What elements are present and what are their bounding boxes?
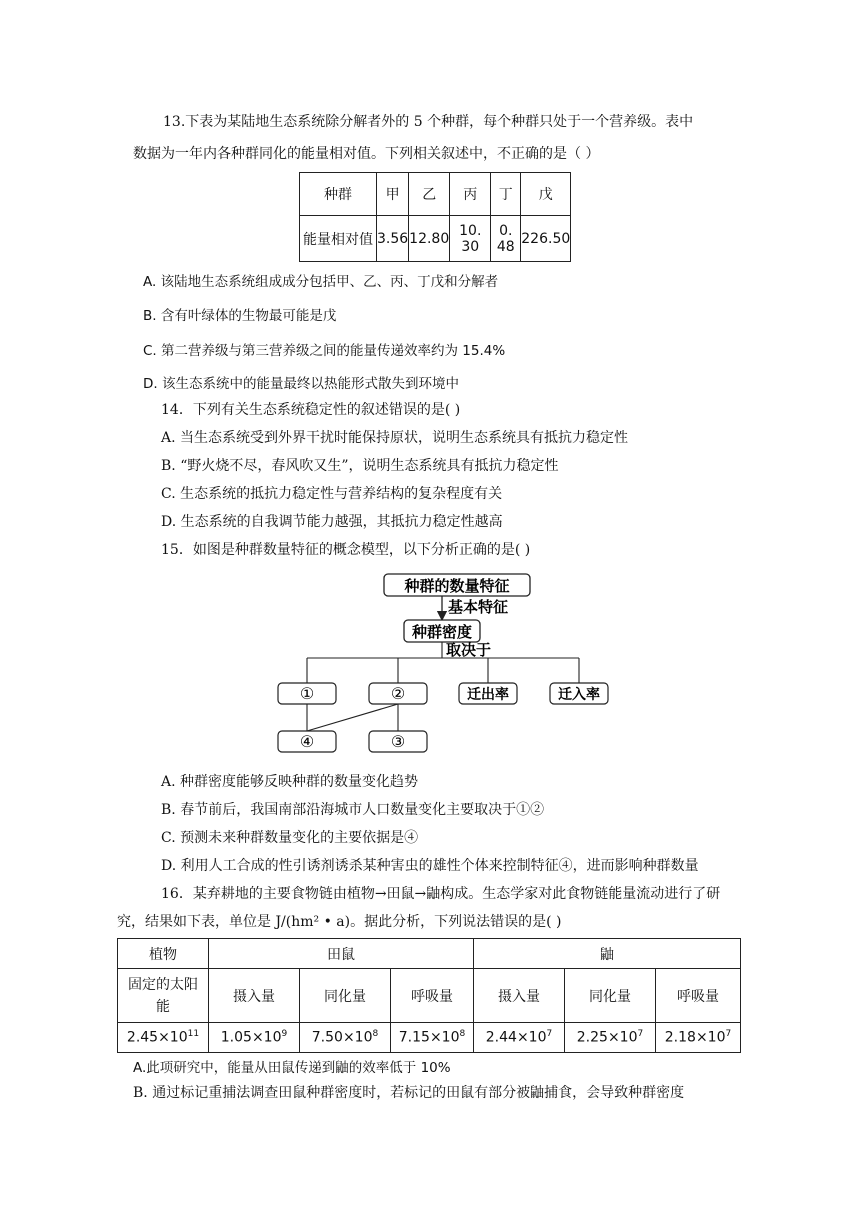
diagram-box-emigration-label: 迁出率 <box>467 687 509 703</box>
q16-sub-header: 呼吸量 <box>391 969 474 1023</box>
q13-option-a: A. 该陆地生态系统组成成分包括甲、乙、丙、丁戊和分解者 <box>143 274 499 290</box>
q16-value-cell <box>474 1023 565 1053</box>
q13-header-cell: 乙 <box>409 173 450 216</box>
q16-option-b: B. 通过标记重捕法调查田鼠种群密度时，若标记的田鼠有部分被鼬捕食，会导致种群密度 <box>133 1085 685 1101</box>
q16-header-plant-fixed-l1: 固定的太阳 <box>128 976 198 993</box>
q16-value-cell <box>565 1023 656 1053</box>
diagram-branch-label: 取决于 <box>446 641 492 659</box>
q16-sub-header: 同化量 <box>565 969 656 1023</box>
q16-option-a: A.此项研究中，能量从田鼠传递到鼬的效率低于 10% <box>133 1060 451 1076</box>
q16-value-cell <box>656 1023 741 1053</box>
q16-value-base: 7.15×10 <box>398 1029 460 1046</box>
diagram-top-label: 种群的数量特征 <box>404 577 510 595</box>
q13-option-c: C. 第二营养级与第三营养级之间的能量传递效率约为 15.4% <box>143 343 506 359</box>
diagram-arrow-label: 基本特征 <box>448 598 509 616</box>
q16-sub-header: 摄入量 <box>474 969 565 1023</box>
q16-value-base: 2.25×10 <box>576 1029 638 1046</box>
q16-sub-header: 同化量 <box>300 969 391 1023</box>
q13-table <box>299 172 571 262</box>
q16-value-base: 1.05×10 <box>220 1029 282 1046</box>
q15-option-b: B. 春节前后，我国南部沿海城市人口数量变化主要取决于①② <box>161 802 545 818</box>
q16-header-plant-fixed-l2: 能 <box>156 998 170 1015</box>
q14-option-d: D. 生态系统的自我调节能力越强，其抵抗力稳定性越高 <box>161 514 503 530</box>
q16-value-base: 2.45×10 <box>126 1029 188 1046</box>
q16-value-cell <box>300 1023 391 1053</box>
q16-value-cell <box>209 1023 300 1053</box>
q15-stem: 15．如图是种群数量特征的概念模型，以下分析正确的是( ) <box>161 542 531 558</box>
q16-value-base: 2.18×10 <box>664 1029 726 1046</box>
q16-header-weasel: 鼬 <box>474 939 741 969</box>
diagram-box-1-label: ① <box>299 684 315 703</box>
q16-stem-line2: 究，结果如下表，单位是 J/(hm² • a)。据此分析，下列说法错误的是( ) <box>117 914 562 930</box>
q13-header-cell: 戊 <box>521 173 571 216</box>
q13-stem-line2: 数据为一年内各种群同化的能量相对值。下列相关叙述中，不正确的是（ ） <box>133 146 600 162</box>
q13-value-cell: 0. 48 <box>491 216 521 262</box>
q13-header-cell: 甲 <box>377 173 409 216</box>
q16-stem-line1: 16．某弃耕地的主要食物链由植物→田鼠→鼬构成。生态学家对此食物链能量流动进行了研 <box>161 886 721 902</box>
diagram-middle-label: 种群密度 <box>411 623 473 641</box>
q15-option-a: A. 种群密度能够反映种群的数量变化趋势 <box>161 774 419 790</box>
q16-value-exp: 7 <box>725 1029 732 1040</box>
q14-option-a: A. 当生态系统受到外界干扰时能保持原状，说明生态系统具有抵抗力稳定性 <box>161 430 629 446</box>
q16-sub-header: 呼吸量 <box>656 969 741 1023</box>
q13-header-cell: 丙 <box>450 173 491 216</box>
diagram-box-2-label: ② <box>390 684 406 703</box>
q13-value-cell: 10. 30 <box>450 216 491 262</box>
q15-option-d: D. 利用人工合成的性引诱剂诱杀某种害虫的雄性个体来控制特征④，进而影响种群数量 <box>161 858 699 874</box>
q13-row-label: 能量相对值 <box>300 216 377 262</box>
q13-value-cell: 12.80 <box>409 216 450 262</box>
q15-concept-diagram <box>270 568 620 758</box>
q16-header-plant: 植物 <box>118 939 209 969</box>
q13-header-cell: 种群 <box>300 173 377 216</box>
q16-value-exp: 11 <box>187 1029 200 1040</box>
q16-value-exp: 7 <box>546 1029 553 1040</box>
q16-value-base: 7.50×10 <box>311 1029 373 1046</box>
q16-header-plant-fixed <box>118 969 209 1023</box>
q16-value-exp: 7 <box>637 1029 644 1040</box>
q13-value-cell: 3.56 <box>377 216 409 262</box>
diagram-box-3-label: ③ <box>390 732 406 751</box>
q16-value-exp: 8 <box>459 1029 466 1040</box>
q15-option-c: C. 预测未来种群数量变化的主要依据是④ <box>161 830 419 846</box>
diagram-box-immigration-label: 迁入率 <box>558 687 600 703</box>
q16-sub-header: 摄入量 <box>209 969 300 1023</box>
q13-option-d: D. 该生态系统中的能量最终以热能形式散失到环境中 <box>143 376 459 392</box>
q16-value-cell <box>391 1023 474 1053</box>
q13-header-cell: 丁 <box>491 173 521 216</box>
q14-option-c: C. 生态系统的抵抗力稳定性与营养结构的复杂程度有关 <box>161 486 503 502</box>
q13-stem-line1: 13.下表为某陆地生态系统除分解者外的 5 个种群，每个种群只处于一个营养级。表中 <box>163 114 694 130</box>
q16-value-plant <box>118 1023 209 1053</box>
q13-value-cell: 226.50 <box>521 216 571 262</box>
q14-stem: 14．下列有关生态系统稳定性的叙述错误的是( ) <box>161 402 461 418</box>
q16-table <box>117 938 741 1053</box>
q16-value-exp: 9 <box>281 1029 288 1040</box>
q14-option-b: B. “野火烧不尽，春风吹又生”，说明生态系统具有抵抗力稳定性 <box>161 458 559 474</box>
q16-value-base: 2.44×10 <box>485 1029 547 1046</box>
q13-option-b: B. 含有叶绿体的生物最可能是戊 <box>143 308 337 324</box>
q16-value-exp: 8 <box>372 1029 379 1040</box>
q16-header-mouse: 田鼠 <box>209 939 474 969</box>
diagram-box-4-label: ④ <box>299 732 315 751</box>
